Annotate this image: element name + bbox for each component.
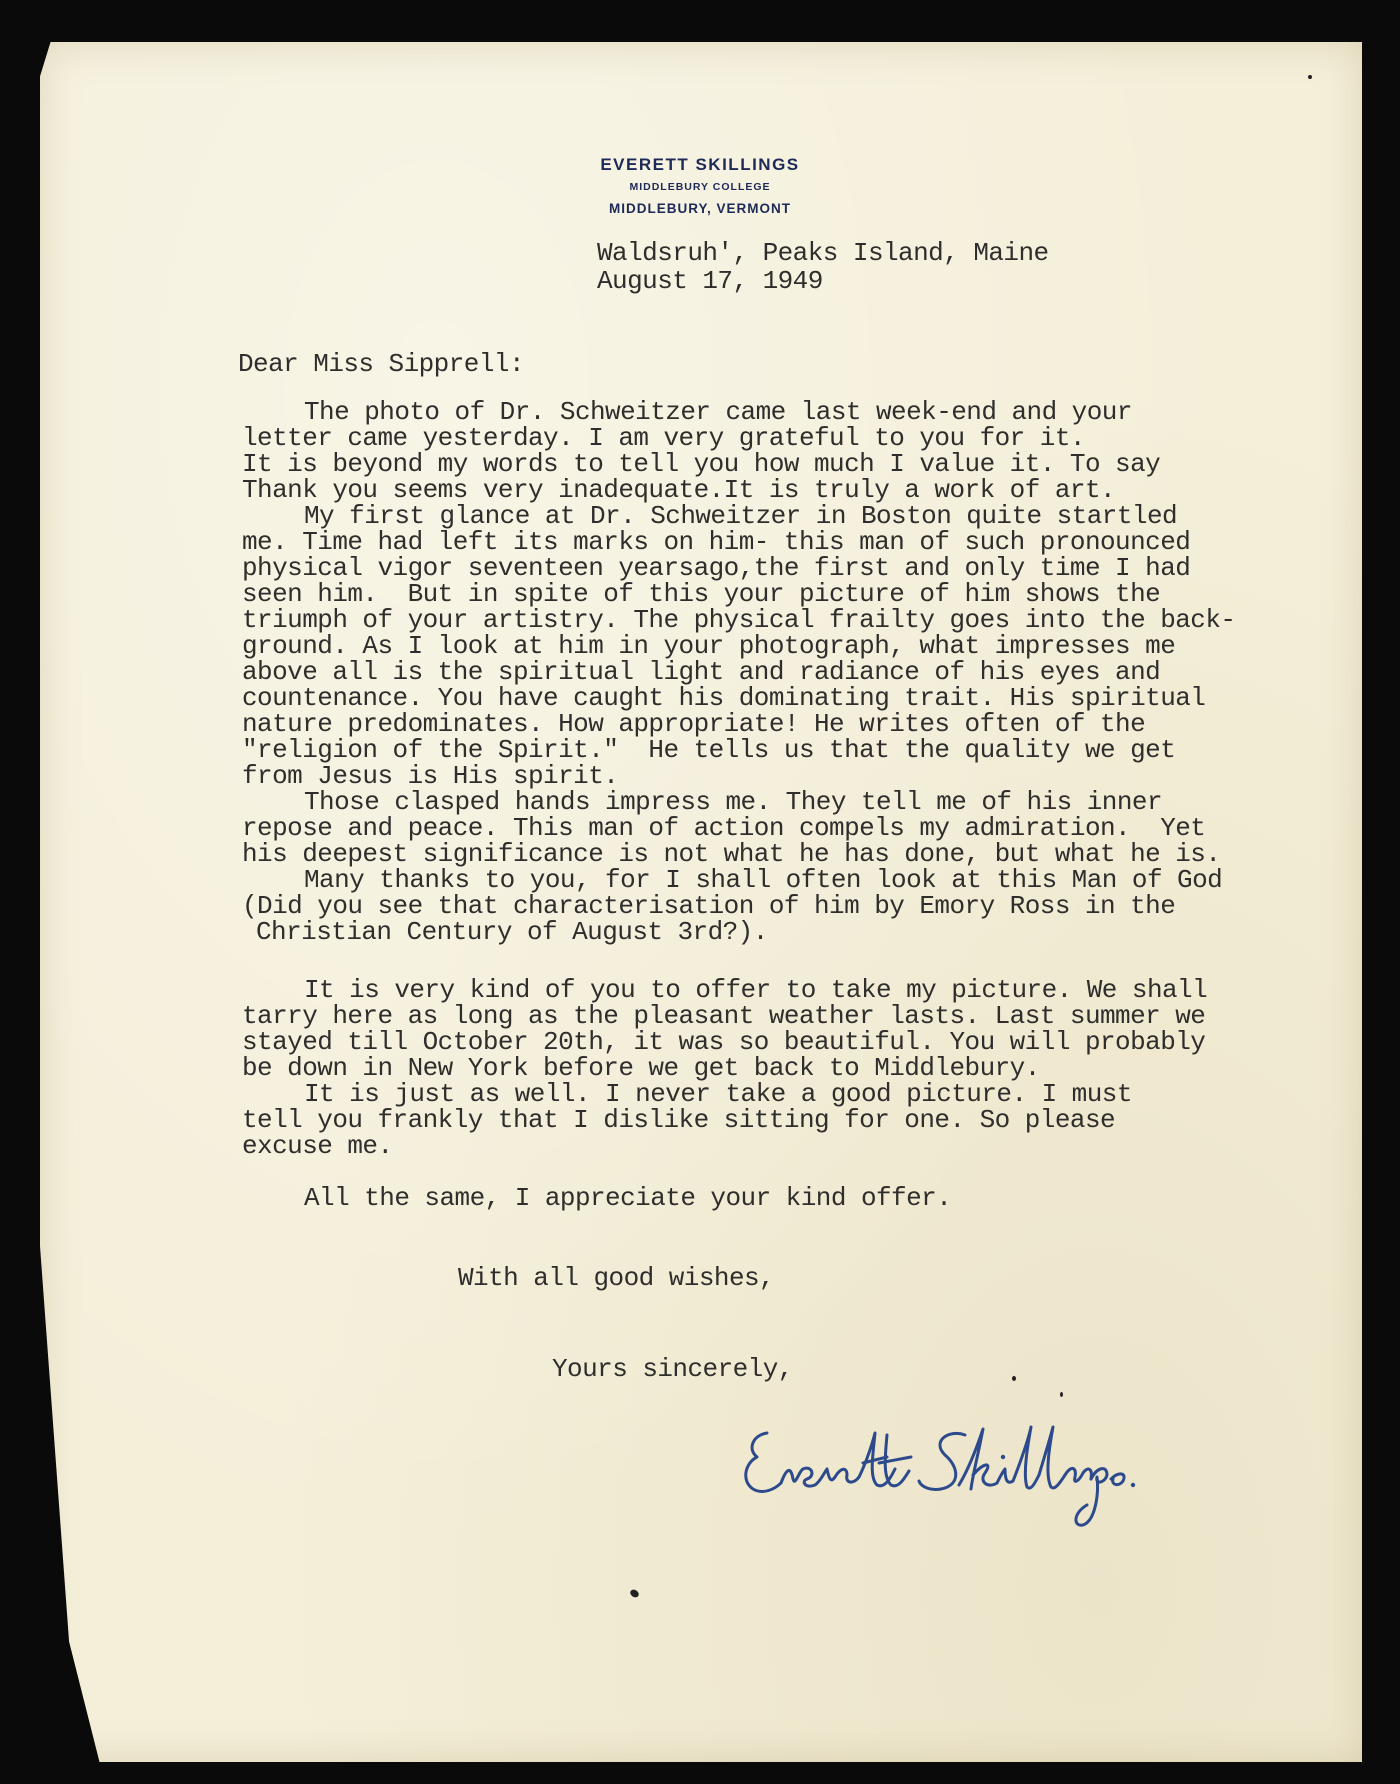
body-line: triumph of your artistry. The physical frailty goes into the back- — [242, 605, 1236, 635]
closing-sincerely: Yours sincerely, — [552, 1354, 793, 1384]
body-line: nature predominates. How appropriate! He writes often of the — [242, 709, 1146, 739]
body-line: It is beyond my words to tell you how much I value it. To say — [242, 449, 1161, 479]
salutation: Dear Miss Sipprell: — [238, 349, 524, 379]
body-line: The photo of Dr. Schweitzer came last week-end and your — [304, 397, 1132, 427]
body-line: me. Time had left its marks on him- this man of such pronounced — [242, 527, 1191, 557]
letterhead-name: EVERETT SKILLINGS — [600, 155, 800, 174]
body-line: My first glance at Dr. Schweitzer in Boston quite startled — [304, 501, 1178, 531]
body-line: countenance. You have caught his dominating trait. His spiritual — [242, 683, 1206, 713]
closing-wishes: With all good wishes, — [458, 1263, 775, 1293]
body-line: Those clasped hands impress me. They tell me of his inner — [304, 787, 1162, 817]
body-line: excuse me. — [242, 1131, 393, 1161]
letterhead-place: MIDDLEBURY, VERMONT — [608, 201, 791, 216]
body-line: from Jesus is His spirit. — [242, 761, 619, 791]
body-line: ground. As I look at him in your photograph, what impresses me — [242, 631, 1176, 661]
handwritten-signature — [735, 1405, 1145, 1535]
body-line: tarry here as long as the pleasant weather lasts. Last summer we — [242, 1001, 1206, 1031]
body-line: It is very kind of you to offer to take my picture. We shall — [304, 975, 1208, 1005]
body-line: Christian Century of August 3rd?). — [256, 917, 768, 947]
body-line: above all is the spiritual light and radiance of his eyes and — [242, 657, 1161, 687]
ink-speck — [1060, 1392, 1063, 1397]
body-line: All the same, I appreciate your kind offer. — [304, 1183, 952, 1213]
letterhead-college: MIDDLEBURY COLLEGE — [629, 181, 771, 193]
body-line: physical vigor seventeen yearsago,the first and only time I had — [242, 553, 1191, 583]
body-line: tell you frankly that I dislike sitting for one. So please — [242, 1105, 1116, 1135]
address-date: August 17, 1949 — [597, 266, 823, 296]
body-line: (Did you see that characterisation of him by Emory Ross in the — [242, 891, 1176, 921]
body-line: "religion of the Spirit." He tells us that the quality we get — [242, 735, 1176, 765]
body-line: letter came yesterday. I am very grateful to you for it. — [242, 423, 1085, 453]
body-line: his deepest significance is not what he has done, but what he is. — [242, 839, 1221, 869]
body-line: repose and peace. This man of action compels my admiration. Yet — [242, 813, 1206, 843]
body-line: seen him. But in spite of this your picture of him shows the — [242, 579, 1161, 609]
body-line: Thank you seems very inadequate.It is truly a work of art. — [242, 475, 1116, 505]
ink-speck — [1012, 1376, 1016, 1381]
body-line: Many thanks to you, for I shall often look at this Man of God — [304, 865, 1223, 895]
body-line: It is just as well. I never take a good picture. I must — [304, 1079, 1132, 1109]
body-line: stayed till October 20th, it was so beautiful. You will probably — [242, 1027, 1206, 1057]
ink-speck — [1308, 75, 1312, 79]
body-line: be down in New York before we get back to Middlebury. — [242, 1053, 1040, 1083]
address-line-1: Waldsruh', Peaks Island, Maine — [597, 238, 1049, 268]
